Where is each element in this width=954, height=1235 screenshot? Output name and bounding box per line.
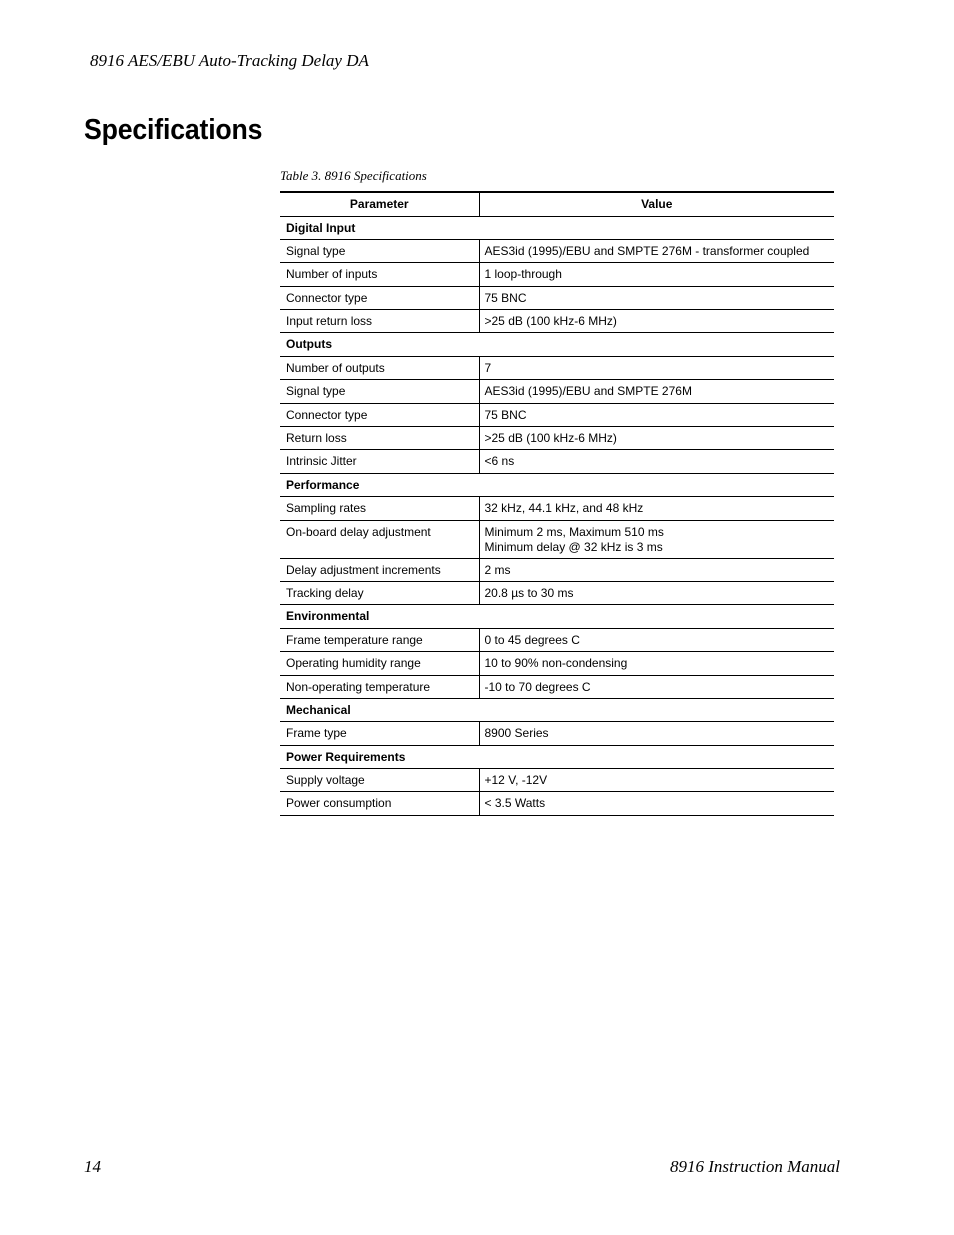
table-row xyxy=(280,239,834,262)
table-row xyxy=(280,310,834,333)
value-cell: AES3id (1995)/EBU and SMPTE 276M - transformer coupled xyxy=(479,239,834,262)
table-header-row xyxy=(280,192,834,216)
section-heading: Performance xyxy=(280,473,834,496)
value-cell: >25 dB (100 kHz-6 MHz) xyxy=(479,427,834,450)
table-row xyxy=(280,652,834,675)
running-header: 8916 AES/EBU Auto-Tracking Delay DA xyxy=(90,51,369,70)
value-cell: AES3id (1995)/EBU and SMPTE 276M xyxy=(479,380,834,403)
table-row xyxy=(280,675,834,698)
parameter-cell: Connector type xyxy=(280,286,479,309)
section-row xyxy=(280,745,834,768)
parameter-cell: Return loss xyxy=(280,427,479,450)
parameter-cell: Frame type xyxy=(280,722,479,745)
footer-manual-title: 8916 Instruction Manual xyxy=(670,1157,840,1176)
value-cell: 32 kHz, 44.1 kHz, and 48 kHz xyxy=(479,497,834,520)
table-row xyxy=(280,263,834,286)
table-row xyxy=(280,356,834,379)
table-row xyxy=(280,450,834,473)
table-row xyxy=(280,558,834,581)
value-cell: 20.8 µs to 30 ms xyxy=(479,581,834,604)
value-cell: 0 to 45 degrees C xyxy=(479,628,834,651)
table-body xyxy=(280,216,834,815)
section-row xyxy=(280,605,834,628)
column-header-parameter: Parameter xyxy=(280,192,479,216)
value-cell: 10 to 90% non-condensing xyxy=(479,652,834,675)
value-cell: 1 loop-through xyxy=(479,263,834,286)
section-row xyxy=(280,473,834,496)
section-heading: Environmental xyxy=(280,605,834,628)
section-row xyxy=(280,216,834,239)
value-cell: 8900 Series xyxy=(479,722,834,745)
section-row xyxy=(280,698,834,721)
section-heading: Outputs xyxy=(280,333,834,356)
value-cell: 75 BNC xyxy=(479,403,834,426)
table-row xyxy=(280,427,834,450)
parameter-cell: Frame temperature range xyxy=(280,628,479,651)
table-row xyxy=(280,403,834,426)
value-cell: 7 xyxy=(479,356,834,379)
table-caption: Table 3. 8916 Specifications xyxy=(280,168,427,183)
table-row xyxy=(280,628,834,651)
parameter-cell: Intrinsic Jitter xyxy=(280,450,479,473)
parameter-cell: Signal type xyxy=(280,239,479,262)
parameter-cell: Connector type xyxy=(280,403,479,426)
table-row xyxy=(280,769,834,792)
parameter-cell: Signal type xyxy=(280,380,479,403)
table-row xyxy=(280,497,834,520)
parameter-cell: Supply voltage xyxy=(280,769,479,792)
section-row xyxy=(280,333,834,356)
parameter-cell: On-board delay adjustment xyxy=(280,520,479,558)
section-heading: Power Requirements xyxy=(280,745,834,768)
table-row xyxy=(280,286,834,309)
table-row xyxy=(280,722,834,745)
table-row xyxy=(280,520,834,558)
parameter-cell: Number of outputs xyxy=(280,356,479,379)
parameter-cell: Delay adjustment increments xyxy=(280,558,479,581)
value-cell: -10 to 70 degrees C xyxy=(479,675,834,698)
table-row xyxy=(280,581,834,604)
parameter-cell: Input return loss xyxy=(280,310,479,333)
section-heading: Digital Input xyxy=(280,216,834,239)
value-cell: < 3.5 Watts xyxy=(479,792,834,815)
parameter-cell: Power consumption xyxy=(280,792,479,815)
section-heading: Mechanical xyxy=(280,698,834,721)
value-cell: Minimum 2 ms, Maximum 510 ms Minimum delay @ 32 kHz is 3 ms xyxy=(479,520,834,558)
parameter-cell: Operating humidity range xyxy=(280,652,479,675)
parameter-cell: Sampling rates xyxy=(280,497,479,520)
value-cell: >25 dB (100 kHz-6 MHz) xyxy=(479,310,834,333)
table-row xyxy=(280,792,834,815)
value-cell: 2 ms xyxy=(479,558,834,581)
parameter-cell: Tracking delay xyxy=(280,581,479,604)
footer-page-number: 14 xyxy=(84,1157,101,1176)
specifications-table xyxy=(280,191,834,816)
value-cell: 75 BNC xyxy=(479,286,834,309)
parameter-cell: Non-operating temperature xyxy=(280,675,479,698)
column-header-value: Value xyxy=(479,192,834,216)
page-title: Specifications xyxy=(84,114,263,146)
value-cell: <6 ns xyxy=(479,450,834,473)
value-cell: +12 V, -12V xyxy=(479,769,834,792)
table-row xyxy=(280,380,834,403)
parameter-cell: Number of inputs xyxy=(280,263,479,286)
